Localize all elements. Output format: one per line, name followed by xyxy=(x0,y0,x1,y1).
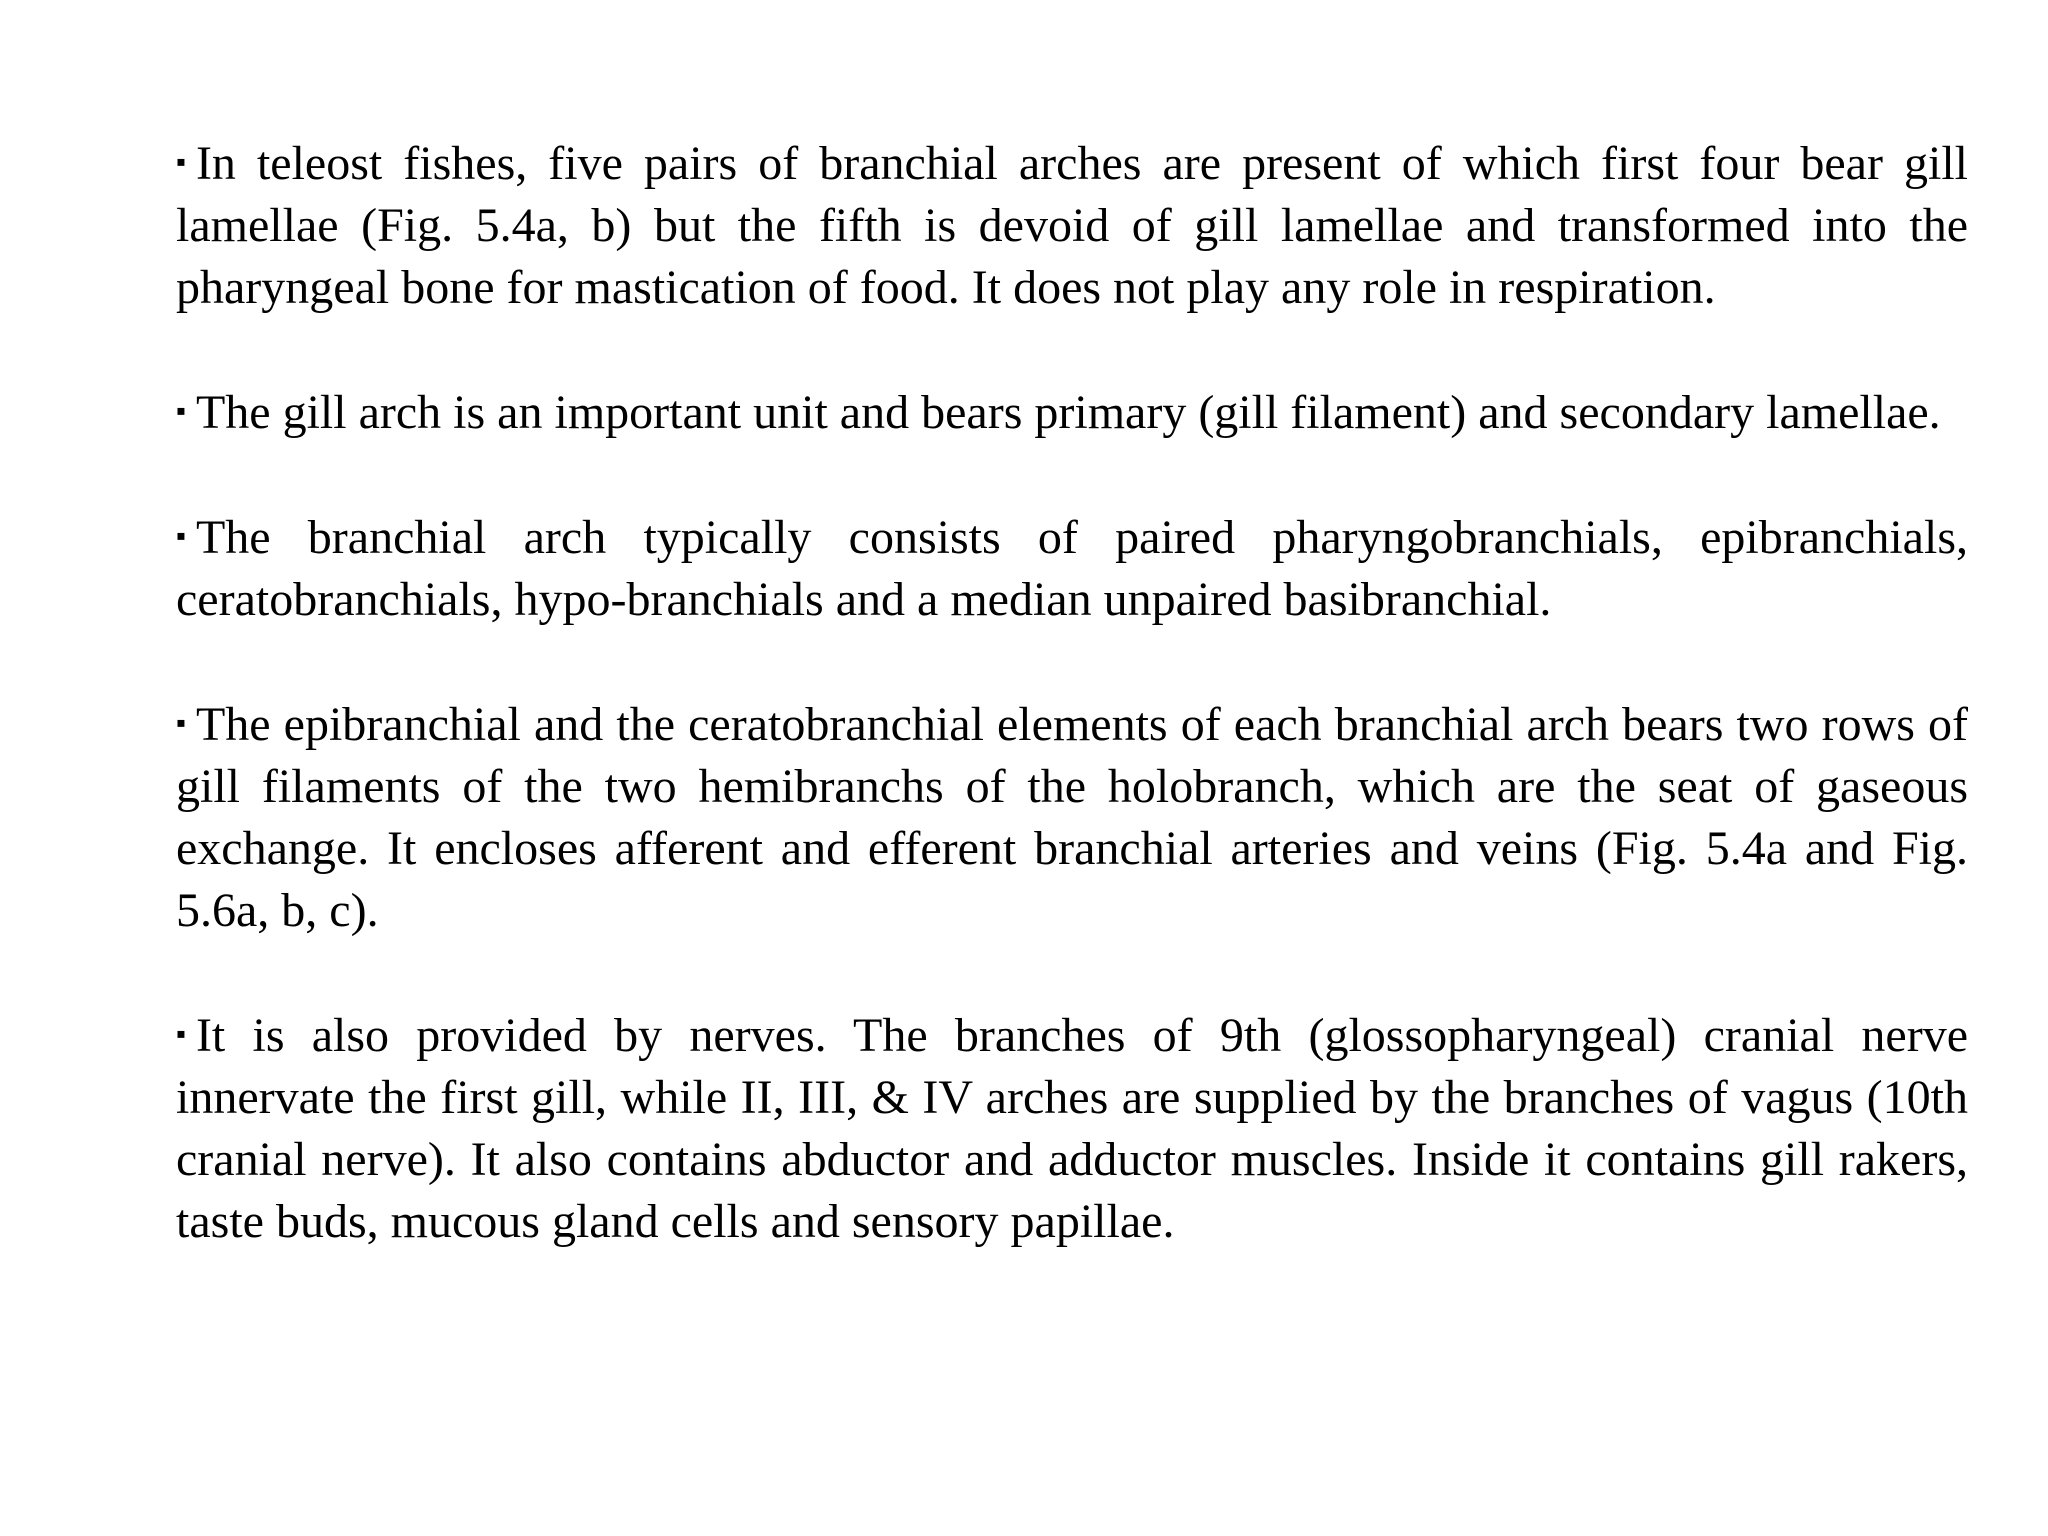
bullet-square-icon: ▪ xyxy=(176,521,186,552)
bullet-paragraph-4 xyxy=(176,693,1968,942)
bullet-list xyxy=(176,132,1968,1315)
bullet-text-5: It is also provided by nerves. The branches of 9th (glossopharyngeal) cranial nerve innervate the first gill, while II, III, & IV arches are supplied by the branches of vagus (10th cranial nerve). It also contains abductor and adductor muscles. Inside it contains gill rakers, taste buds, mucous gland cells and sensory papillae. xyxy=(176,1009,1968,1248)
bullet-paragraph-3 xyxy=(176,506,1968,631)
bullet-paragraph-1 xyxy=(176,132,1968,319)
bullet-paragraph-2 xyxy=(176,381,1968,444)
bullet-text-3: The branchial arch typically consists of paired pharyngobranchials, epibranchials, ceratobranchials, hypo-branchials and a median unpaired basibranchial. xyxy=(176,511,1968,626)
bullet-text-1: In teleost fishes, five pairs of branchial arches are present of which first four bear gill lamellae (Fig. 5.4a, b) but the fifth is devoid of gill lamellae and transformed into the pharyngeal bone for mastication of food. It does not play any role in respiration. xyxy=(176,137,1968,314)
bullet-square-icon: ▪ xyxy=(176,1019,186,1050)
bullet-text-4: The epibranchial and the ceratobranchial elements of each branchial arch bears two rows of gill filaments of the two hemibranchs of the holobranch, which are the seat of gaseous exchange. It encloses afferent and efferent branchial arteries and veins (Fig. 5.4a and Fig. 5.6a, b, c). xyxy=(176,698,1968,937)
bullet-square-icon: ▪ xyxy=(176,147,186,178)
bullet-paragraph-5 xyxy=(176,1004,1968,1253)
bullet-square-icon: ▪ xyxy=(176,708,186,739)
bullet-square-icon: ▪ xyxy=(176,396,186,427)
bullet-text-2: The gill arch is an important unit and bears primary (gill filament) and secondary lamellae. xyxy=(195,386,1941,439)
